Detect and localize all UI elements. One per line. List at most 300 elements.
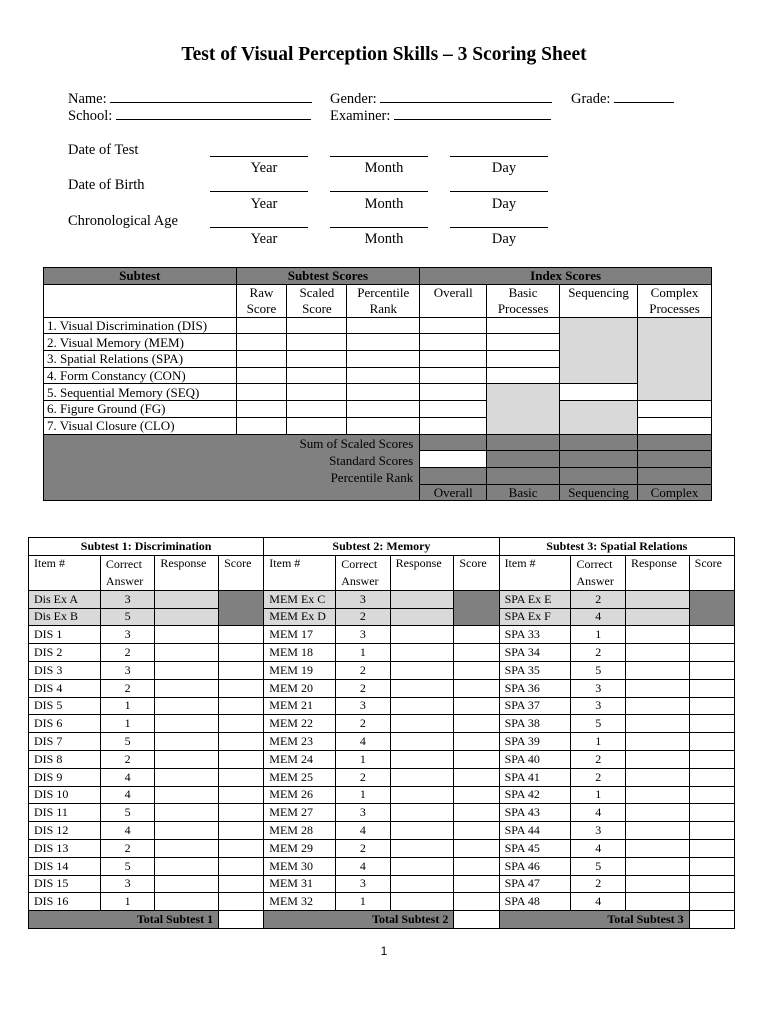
foot-basic: Basic bbox=[487, 484, 560, 501]
day-label: Day bbox=[491, 231, 517, 247]
correct-answer: 1 bbox=[336, 644, 390, 662]
item-number: MEM 24 bbox=[264, 750, 336, 768]
month-label: Month bbox=[364, 160, 404, 176]
standard-scores-label: Standard Scores bbox=[329, 452, 414, 468]
correct-answer: 5 bbox=[100, 857, 154, 875]
correct-answer: 2 bbox=[336, 661, 390, 679]
correct-answer: 2 bbox=[571, 644, 625, 662]
percentile-sequencing-cell[interactable] bbox=[560, 467, 638, 484]
score-cell[interactable] bbox=[454, 679, 499, 697]
response-cell[interactable] bbox=[390, 697, 454, 715]
item-number: SPA Ex E bbox=[499, 590, 571, 608]
response-cell[interactable] bbox=[390, 839, 454, 857]
table-row bbox=[29, 875, 735, 893]
total-subtest-cell[interactable] bbox=[219, 911, 264, 929]
score-header: Score bbox=[689, 555, 734, 590]
response-cell[interactable] bbox=[390, 857, 454, 875]
correct-answer: 1 bbox=[571, 626, 625, 644]
total-subtest-cell[interactable] bbox=[454, 911, 499, 929]
percentile-rank-cell[interactable] bbox=[347, 367, 420, 384]
index-scores-header: Index Scores bbox=[420, 268, 712, 285]
score-cell[interactable] bbox=[689, 839, 734, 857]
score-cell[interactable] bbox=[689, 893, 734, 911]
blank-header bbox=[44, 284, 237, 317]
test-day-line[interactable] bbox=[450, 156, 548, 157]
correct-answer: 1 bbox=[571, 786, 625, 804]
response-cell[interactable] bbox=[625, 822, 689, 840]
sequencing-cell[interactable] bbox=[560, 384, 638, 401]
correct-answer: 2 bbox=[100, 839, 154, 857]
percentile-rank-cell[interactable] bbox=[347, 384, 420, 401]
correct-answer: 4 bbox=[336, 822, 390, 840]
correct-answer: 3 bbox=[100, 875, 154, 893]
overall-cell[interactable] bbox=[420, 384, 487, 401]
score-cell[interactable] bbox=[689, 875, 734, 893]
score-cell[interactable] bbox=[219, 733, 264, 751]
test-year-line[interactable] bbox=[210, 156, 308, 157]
score-shaded bbox=[454, 590, 499, 626]
response-cell[interactable] bbox=[155, 733, 219, 751]
school-label: School: bbox=[68, 108, 113, 124]
response-cell[interactable] bbox=[390, 626, 454, 644]
response-cell[interactable] bbox=[390, 733, 454, 751]
complex-processes-header: Complex Processes bbox=[638, 284, 712, 317]
sum-complex-cell[interactable] bbox=[638, 434, 712, 451]
response-cell[interactable] bbox=[155, 804, 219, 822]
foot-sequencing: Sequencing bbox=[560, 484, 638, 501]
response-cell[interactable] bbox=[155, 750, 219, 768]
column-headers bbox=[29, 555, 735, 590]
item-number: DIS 16 bbox=[29, 893, 101, 911]
score-cell[interactable] bbox=[219, 893, 264, 911]
correct-answer-header: Correct Answer bbox=[571, 555, 625, 590]
correct-answer: 2 bbox=[571, 768, 625, 786]
item-number: DIS 13 bbox=[29, 839, 101, 857]
examiner-field[interactable] bbox=[330, 106, 551, 125]
item-number: Dis Ex A bbox=[29, 590, 101, 608]
correct-answer: 5 bbox=[100, 733, 154, 751]
summary-totals-labels bbox=[44, 434, 420, 501]
item-number: DIS 1 bbox=[29, 626, 101, 644]
response-cell[interactable] bbox=[625, 839, 689, 857]
response-cell[interactable] bbox=[625, 768, 689, 786]
response-cell[interactable] bbox=[155, 626, 219, 644]
item-number: SPA 36 bbox=[499, 679, 571, 697]
score-cell[interactable] bbox=[454, 804, 499, 822]
score-cell[interactable] bbox=[689, 822, 734, 840]
item-number: MEM 26 bbox=[264, 786, 336, 804]
response-cell[interactable] bbox=[390, 590, 454, 608]
table-row bbox=[29, 697, 735, 715]
date-of-birth-label: Date of Birth bbox=[68, 177, 145, 193]
score-cell[interactable] bbox=[689, 804, 734, 822]
raw-score-cell[interactable] bbox=[236, 367, 287, 384]
item-number: MEM 27 bbox=[264, 804, 336, 822]
item-number: DIS 2 bbox=[29, 644, 101, 662]
item-number: SPA 46 bbox=[499, 857, 571, 875]
examiner-label: Examiner: bbox=[330, 108, 391, 124]
response-cell[interactable] bbox=[155, 839, 219, 857]
score-cell[interactable] bbox=[219, 822, 264, 840]
basic-cell[interactable] bbox=[487, 317, 560, 334]
score-cell[interactable] bbox=[454, 822, 499, 840]
page-title: Test of Visual Perception Skills – 3 Scoring Sheet bbox=[181, 44, 587, 65]
item-number: MEM 23 bbox=[264, 733, 336, 751]
response-cell[interactable] bbox=[390, 608, 454, 626]
percentile-rank-cell[interactable] bbox=[347, 401, 420, 418]
percentile-rank-header: Percentile Rank bbox=[347, 284, 420, 317]
grade-field[interactable] bbox=[571, 89, 674, 108]
item-number: DIS 15 bbox=[29, 875, 101, 893]
score-cell[interactable] bbox=[219, 875, 264, 893]
scaled-score-cell[interactable] bbox=[287, 417, 347, 434]
month-label: Month bbox=[364, 231, 404, 247]
sum-scaled-label: Sum of Scaled Scores bbox=[299, 435, 414, 451]
response-cell[interactable] bbox=[155, 590, 219, 608]
response-cell[interactable] bbox=[155, 822, 219, 840]
response-cell[interactable] bbox=[390, 661, 454, 679]
item-number: DIS 11 bbox=[29, 804, 101, 822]
response-cell[interactable] bbox=[625, 608, 689, 626]
response-cell[interactable] bbox=[155, 875, 219, 893]
item-number: SPA Ex F bbox=[499, 608, 571, 626]
basic-cell[interactable] bbox=[487, 334, 560, 351]
correct-answer: 3 bbox=[571, 822, 625, 840]
item-number: SPA 39 bbox=[499, 733, 571, 751]
overall-cell[interactable] bbox=[420, 317, 487, 334]
subtest-label: 1. Visual Discrimination (DIS) bbox=[44, 317, 237, 334]
birth-day-line[interactable] bbox=[450, 191, 548, 192]
score-cell[interactable] bbox=[219, 679, 264, 697]
score-cell[interactable] bbox=[454, 786, 499, 804]
items-table bbox=[28, 537, 735, 929]
percentile-overall-cell[interactable] bbox=[420, 467, 487, 484]
correct-answer: 4 bbox=[571, 893, 625, 911]
complex-cell[interactable] bbox=[638, 401, 712, 418]
score-cell[interactable] bbox=[689, 786, 734, 804]
subtest-header: Subtest bbox=[44, 268, 237, 285]
score-cell[interactable] bbox=[689, 733, 734, 751]
overall-cell[interactable] bbox=[420, 401, 487, 418]
item-number: MEM 22 bbox=[264, 715, 336, 733]
response-cell[interactable] bbox=[625, 750, 689, 768]
score-cell[interactable] bbox=[689, 857, 734, 875]
score-cell[interactable] bbox=[219, 697, 264, 715]
birth-year-line[interactable] bbox=[210, 191, 308, 192]
item-number: DIS 8 bbox=[29, 750, 101, 768]
foot-complex: Complex bbox=[638, 484, 712, 501]
correct-answer: 2 bbox=[571, 750, 625, 768]
correct-answer: 3 bbox=[571, 679, 625, 697]
table-row bbox=[29, 768, 735, 786]
response-cell[interactable] bbox=[390, 768, 454, 786]
grade-label: Grade: bbox=[571, 91, 611, 107]
response-cell[interactable] bbox=[625, 697, 689, 715]
scaled-score-cell[interactable] bbox=[287, 351, 347, 368]
standard-sequencing-cell[interactable] bbox=[560, 451, 638, 468]
year-label: Year bbox=[250, 196, 278, 212]
response-cell[interactable] bbox=[625, 804, 689, 822]
table-row bbox=[29, 661, 735, 679]
percentile-rank-cell[interactable] bbox=[347, 317, 420, 334]
item-number: DIS 5 bbox=[29, 697, 101, 715]
table-row bbox=[29, 679, 735, 697]
response-cell[interactable] bbox=[625, 875, 689, 893]
correct-answer: 2 bbox=[336, 839, 390, 857]
basic-cell[interactable] bbox=[487, 367, 560, 384]
score-cell[interactable] bbox=[219, 644, 264, 662]
table-row bbox=[29, 857, 735, 875]
table-row bbox=[29, 626, 735, 644]
sum-basic-cell[interactable] bbox=[487, 434, 560, 451]
sum-overall-cell[interactable] bbox=[420, 434, 487, 451]
score-cell[interactable] bbox=[219, 839, 264, 857]
percentile-rank-label: Percentile Rank bbox=[330, 469, 414, 485]
score-shaded bbox=[689, 590, 734, 626]
subtest-label: 3. Spatial Relations (SPA) bbox=[44, 351, 237, 368]
correct-answer: 2 bbox=[336, 768, 390, 786]
score-cell[interactable] bbox=[219, 804, 264, 822]
response-cell[interactable] bbox=[155, 857, 219, 875]
item-number: SPA 34 bbox=[499, 644, 571, 662]
scaled-score-header: Scaled Score bbox=[287, 284, 347, 317]
correct-answer: 2 bbox=[571, 875, 625, 893]
correct-answer: 3 bbox=[336, 626, 390, 644]
standard-overall-cell[interactable] bbox=[420, 451, 487, 468]
school-field[interactable] bbox=[68, 106, 311, 125]
overall-cell[interactable] bbox=[420, 351, 487, 368]
response-cell[interactable] bbox=[155, 768, 219, 786]
item-number: MEM Ex C bbox=[264, 590, 336, 608]
correct-answer: 5 bbox=[100, 804, 154, 822]
response-cell[interactable] bbox=[155, 786, 219, 804]
response-cell[interactable] bbox=[625, 626, 689, 644]
correct-answer: 1 bbox=[336, 750, 390, 768]
response-cell[interactable] bbox=[625, 733, 689, 751]
complex-shaded bbox=[638, 317, 712, 400]
table-row bbox=[29, 786, 735, 804]
score-cell[interactable] bbox=[454, 644, 499, 662]
item-number: SPA 41 bbox=[499, 768, 571, 786]
sequencing-shaded bbox=[560, 317, 638, 384]
correct-answer: 3 bbox=[100, 661, 154, 679]
score-cell[interactable] bbox=[454, 626, 499, 644]
gender-label: Gender: bbox=[330, 91, 377, 107]
sum-sequencing-cell[interactable] bbox=[560, 434, 638, 451]
response-header: Response bbox=[625, 555, 689, 590]
scaled-score-cell[interactable] bbox=[287, 384, 347, 401]
correct-answer: 1 bbox=[100, 715, 154, 733]
correct-answer: 1 bbox=[100, 697, 154, 715]
standard-complex-cell[interactable] bbox=[638, 451, 712, 468]
correct-answer: 1 bbox=[336, 786, 390, 804]
score-cell[interactable] bbox=[219, 661, 264, 679]
score-cell[interactable] bbox=[689, 626, 734, 644]
total-subtest-cell[interactable] bbox=[689, 911, 734, 929]
sequencing-shaded bbox=[560, 401, 638, 434]
response-cell[interactable] bbox=[155, 608, 219, 626]
correct-answer-header: Correct Answer bbox=[100, 555, 154, 590]
scaled-score-cell[interactable] bbox=[287, 334, 347, 351]
day-label: Day bbox=[491, 160, 517, 176]
item-number: SPA 45 bbox=[499, 839, 571, 857]
complex-cell[interactable] bbox=[638, 417, 712, 434]
foot-overall: Overall bbox=[420, 484, 487, 501]
response-cell[interactable] bbox=[390, 644, 454, 662]
score-cell[interactable] bbox=[454, 697, 499, 715]
response-cell[interactable] bbox=[155, 697, 219, 715]
response-cell[interactable] bbox=[390, 786, 454, 804]
correct-answer: 2 bbox=[336, 608, 390, 626]
response-cell[interactable] bbox=[155, 661, 219, 679]
total-subtest-label: Total Subtest 2 bbox=[264, 911, 454, 929]
correct-answer: 4 bbox=[336, 857, 390, 875]
response-cell[interactable] bbox=[625, 679, 689, 697]
score-cell[interactable] bbox=[454, 875, 499, 893]
age-day-line[interactable] bbox=[450, 227, 548, 228]
score-cell[interactable] bbox=[219, 768, 264, 786]
percentile-complex-cell[interactable] bbox=[638, 467, 712, 484]
response-cell[interactable] bbox=[390, 804, 454, 822]
raw-score-cell[interactable] bbox=[236, 401, 287, 418]
correct-answer-header: Correct Answer bbox=[336, 555, 390, 590]
score-cell[interactable] bbox=[454, 733, 499, 751]
raw-score-cell[interactable] bbox=[236, 384, 287, 401]
response-cell[interactable] bbox=[625, 590, 689, 608]
correct-answer: 3 bbox=[336, 697, 390, 715]
correct-answer: 4 bbox=[100, 786, 154, 804]
score-cell[interactable] bbox=[454, 768, 499, 786]
scaled-score-cell[interactable] bbox=[287, 401, 347, 418]
raw-score-cell[interactable] bbox=[236, 351, 287, 368]
item-header: Item # bbox=[499, 555, 571, 590]
overall-cell[interactable] bbox=[420, 417, 487, 434]
response-cell[interactable] bbox=[155, 893, 219, 911]
item-number: MEM Ex D bbox=[264, 608, 336, 626]
totals-row bbox=[29, 911, 735, 929]
response-cell[interactable] bbox=[155, 679, 219, 697]
subtest1-header: Subtest 1: Discrimination bbox=[29, 538, 264, 556]
score-cell[interactable] bbox=[689, 697, 734, 715]
table-row bbox=[29, 733, 735, 751]
item-number: SPA 37 bbox=[499, 697, 571, 715]
score-cell[interactable] bbox=[454, 839, 499, 857]
response-cell[interactable] bbox=[625, 715, 689, 733]
subtest-label: 4. Form Constancy (CON) bbox=[44, 367, 237, 384]
birth-month-line[interactable] bbox=[330, 191, 428, 192]
score-cell[interactable] bbox=[219, 857, 264, 875]
response-cell[interactable] bbox=[625, 786, 689, 804]
response-cell[interactable] bbox=[625, 857, 689, 875]
response-cell[interactable] bbox=[155, 644, 219, 662]
correct-answer: 2 bbox=[336, 679, 390, 697]
score-cell[interactable] bbox=[219, 786, 264, 804]
summary-table bbox=[43, 267, 712, 501]
item-number: SPA 35 bbox=[499, 661, 571, 679]
score-cell[interactable] bbox=[689, 715, 734, 733]
response-cell[interactable] bbox=[625, 661, 689, 679]
score-cell[interactable] bbox=[219, 715, 264, 733]
page-number: 1 bbox=[380, 944, 388, 958]
score-cell[interactable] bbox=[689, 679, 734, 697]
sequencing-header: Sequencing bbox=[560, 284, 638, 317]
score-cell[interactable] bbox=[689, 644, 734, 662]
response-cell[interactable] bbox=[390, 750, 454, 768]
overall-cell[interactable] bbox=[420, 367, 487, 384]
month-label: Month bbox=[364, 196, 404, 212]
percentile-rank-cell[interactable] bbox=[347, 351, 420, 368]
basic-cell[interactable] bbox=[487, 351, 560, 368]
date-of-test-label: Date of Test bbox=[68, 142, 139, 158]
raw-score-cell[interactable] bbox=[236, 334, 287, 351]
correct-answer: 3 bbox=[571, 697, 625, 715]
response-cell[interactable] bbox=[390, 679, 454, 697]
score-cell[interactable] bbox=[219, 750, 264, 768]
correct-answer: 5 bbox=[571, 661, 625, 679]
raw-score-cell[interactable] bbox=[236, 417, 287, 434]
item-number: SPA 38 bbox=[499, 715, 571, 733]
item-header: Item # bbox=[29, 555, 101, 590]
response-cell[interactable] bbox=[390, 715, 454, 733]
percentile-rank-cell[interactable] bbox=[347, 334, 420, 351]
name-label: Name: bbox=[68, 91, 107, 107]
correct-answer: 3 bbox=[336, 804, 390, 822]
correct-answer: 4 bbox=[336, 733, 390, 751]
age-year-line[interactable] bbox=[210, 227, 308, 228]
item-number: MEM 28 bbox=[264, 822, 336, 840]
item-number: DIS 12 bbox=[29, 822, 101, 840]
correct-answer: 5 bbox=[571, 715, 625, 733]
response-cell[interactable] bbox=[390, 822, 454, 840]
score-cell[interactable] bbox=[454, 661, 499, 679]
standard-basic-cell[interactable] bbox=[487, 451, 560, 468]
age-month-line[interactable] bbox=[330, 227, 428, 228]
response-cell[interactable] bbox=[390, 893, 454, 911]
response-cell[interactable] bbox=[625, 893, 689, 911]
table-row bbox=[29, 893, 735, 911]
response-header: Response bbox=[390, 555, 454, 590]
score-shaded bbox=[219, 590, 264, 626]
response-cell[interactable] bbox=[625, 644, 689, 662]
response-cell[interactable] bbox=[390, 875, 454, 893]
table-row bbox=[29, 715, 735, 733]
correct-answer: 5 bbox=[571, 857, 625, 875]
item-number: MEM 19 bbox=[264, 661, 336, 679]
score-cell[interactable] bbox=[454, 857, 499, 875]
score-cell[interactable] bbox=[689, 768, 734, 786]
overall-cell[interactable] bbox=[420, 334, 487, 351]
score-cell[interactable] bbox=[454, 893, 499, 911]
score-cell[interactable] bbox=[454, 750, 499, 768]
table-row bbox=[29, 804, 735, 822]
year-label: Year bbox=[250, 160, 278, 176]
score-cell[interactable] bbox=[689, 661, 734, 679]
score-cell[interactable] bbox=[454, 715, 499, 733]
scaled-score-cell[interactable] bbox=[287, 367, 347, 384]
scaled-score-cell[interactable] bbox=[287, 317, 347, 334]
raw-score-cell[interactable] bbox=[236, 317, 287, 334]
correct-answer: 3 bbox=[100, 626, 154, 644]
subtest2-header: Subtest 2: Memory bbox=[264, 538, 499, 556]
test-month-line[interactable] bbox=[330, 156, 428, 157]
percentile-basic-cell[interactable] bbox=[487, 467, 560, 484]
basic-shaded bbox=[487, 384, 560, 434]
score-cell[interactable] bbox=[219, 626, 264, 644]
percentile-rank-cell[interactable] bbox=[347, 417, 420, 434]
score-cell[interactable] bbox=[689, 750, 734, 768]
response-cell[interactable] bbox=[155, 715, 219, 733]
correct-answer: 2 bbox=[571, 590, 625, 608]
